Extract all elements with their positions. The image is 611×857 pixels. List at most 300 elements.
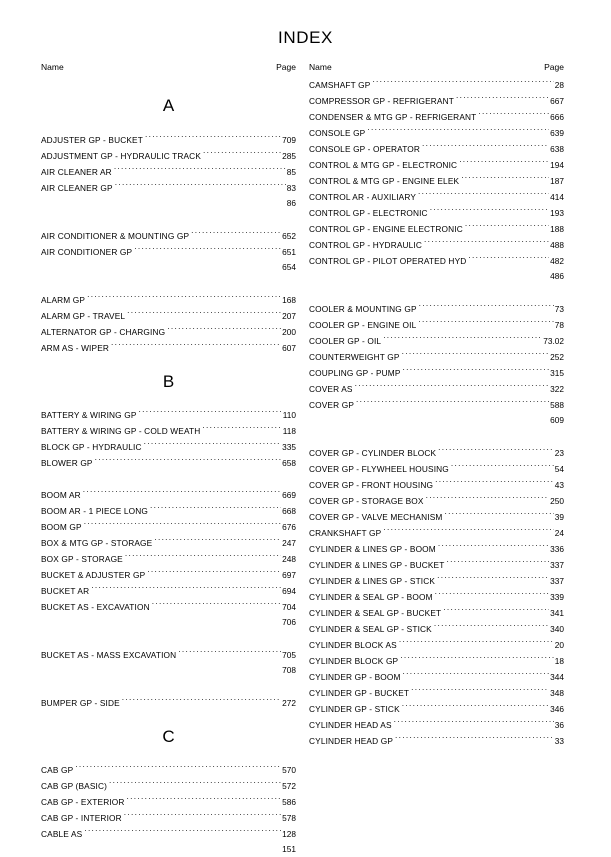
index-entry-name: CONSOLE GP xyxy=(309,128,366,138)
index-entry-page-number: 285 xyxy=(282,151,296,161)
dot-leader xyxy=(435,588,550,600)
index-entry-page-number: 250 xyxy=(550,496,564,506)
dot-leader xyxy=(84,518,281,530)
index-entry[interactable] xyxy=(309,444,564,460)
dot-leader xyxy=(418,188,549,200)
index-entry-page-number: 336 xyxy=(550,544,564,554)
index-entry-name: CYLINDER HEAD AS xyxy=(309,720,392,730)
dot-leader xyxy=(191,227,281,239)
index-entry-page-number: 667 xyxy=(550,96,564,106)
dot-leader xyxy=(144,438,282,450)
index-entry-page-number: 669 xyxy=(282,490,296,500)
index-entry-page-number: 708 xyxy=(282,665,296,675)
index-entry[interactable] xyxy=(41,582,296,598)
index-entry-page-number: 337 xyxy=(550,576,564,586)
index-entry-name: CONTROL GP - PILOT OPERATED HYD xyxy=(309,256,467,266)
index-entry-name: COMPRESSOR GP - REFRIGERANT xyxy=(309,96,454,106)
index-entry[interactable] xyxy=(41,454,296,470)
index-entry-page-number: 118 xyxy=(282,426,296,436)
dot-leader xyxy=(91,582,281,594)
header-page-label: Page xyxy=(276,62,296,72)
index-entry-page-number: 706 xyxy=(282,617,296,627)
header-name-label: Name xyxy=(309,62,332,72)
dot-leader xyxy=(84,825,281,837)
index-entry-page-number: 194 xyxy=(550,160,564,170)
index-entry[interactable] xyxy=(309,588,564,604)
index-entry-name: BOX & MTG GP - STORAGE xyxy=(41,538,153,548)
index-entry-name: CONTROL & MTG GP - ELECTRONIC xyxy=(309,160,458,170)
index-entry[interactable] xyxy=(41,646,296,662)
dot-leader xyxy=(152,598,281,610)
dot-leader xyxy=(114,163,286,175)
entry-spacer xyxy=(309,428,564,444)
index-entry[interactable] xyxy=(41,323,296,339)
dot-leader xyxy=(418,316,553,328)
index-entry-page-number: 709 xyxy=(282,135,296,145)
index-entry-page-number: 43 xyxy=(554,480,564,490)
header-page-label: Page xyxy=(544,62,564,72)
section-letter-heading: C xyxy=(162,727,175,746)
index-entry-page-number: 78 xyxy=(554,320,564,330)
index-entry[interactable] xyxy=(41,422,296,438)
dot-leader xyxy=(400,652,554,664)
index-entry[interactable] xyxy=(309,620,564,636)
index-entry-page-number: 23 xyxy=(554,448,564,458)
index-entry[interactable] xyxy=(41,518,296,534)
index-entry[interactable] xyxy=(41,486,296,502)
dot-leader xyxy=(154,534,281,546)
index-entry[interactable] xyxy=(309,524,564,540)
index-entry[interactable] xyxy=(41,825,296,841)
index-entry-page-number: 344 xyxy=(550,672,564,682)
index-entry-page-number: 488 xyxy=(550,240,564,250)
index-entry-name: CYLINDER GP - STICK xyxy=(309,704,400,714)
index-entry-continuation[interactable] xyxy=(309,268,564,284)
dot-leader xyxy=(203,147,281,159)
index-entry[interactable] xyxy=(41,550,296,566)
index-entry-name: COUPLING GP - PUMP xyxy=(309,368,401,378)
index-entry-page-number: 337 xyxy=(550,560,564,570)
index-entry-continuation[interactable] xyxy=(41,195,296,211)
index-entry-page-number: 607 xyxy=(282,343,296,353)
index-entry-page-number: 482 xyxy=(550,256,564,266)
index-entry-name: BATTERY & WIRING GP - COLD WEATH xyxy=(41,426,201,436)
section-letter-heading: A xyxy=(162,96,175,115)
index-entry-name: AIR CLEANER AR xyxy=(41,167,112,177)
index-entry-name: ARM AS - WIPER xyxy=(41,343,110,353)
entry-spacer xyxy=(41,630,296,646)
index-entry-name: CYLINDER HEAD GP xyxy=(309,736,394,746)
index-entry-name: CYLINDER & SEAL GP - STICK xyxy=(309,624,432,634)
index-entry-page-number: 588 xyxy=(550,400,564,410)
index-entry-page-number: 586 xyxy=(282,797,296,807)
index-entry-page-number: 486 xyxy=(550,271,564,281)
index-entry[interactable] xyxy=(41,534,296,550)
index-entry-continuation[interactable] xyxy=(41,662,296,678)
dot-leader xyxy=(459,156,549,168)
index-entry-page-number: 151 xyxy=(282,844,296,854)
index-entry[interactable] xyxy=(309,364,564,380)
index-entry-page-number: 73.02 xyxy=(543,336,564,346)
index-entry-name: BOOM GP xyxy=(41,522,82,532)
index-entry-name: CYLINDER GP - BUCKET xyxy=(309,688,410,698)
index-entry[interactable] xyxy=(41,291,296,307)
index-entry-name: BUCKET AR xyxy=(41,586,90,596)
dot-leader xyxy=(402,348,550,360)
index-entry[interactable] xyxy=(309,684,564,700)
dot-leader xyxy=(394,716,554,728)
entry-spacer xyxy=(41,678,296,694)
index-entry-page-number: 187 xyxy=(550,176,564,186)
dot-leader xyxy=(178,646,281,658)
index-entry-group xyxy=(41,761,296,857)
index-entry-page-number: 668 xyxy=(282,506,296,516)
index-entry[interactable] xyxy=(309,540,564,556)
dot-leader xyxy=(437,572,549,584)
dot-leader xyxy=(383,524,553,536)
dot-leader xyxy=(434,620,549,632)
index-entry-name: CYLINDER & LINES GP - BUCKET xyxy=(309,560,445,570)
left-sections xyxy=(41,76,296,857)
index-entry[interactable] xyxy=(41,339,296,355)
index-entry[interactable] xyxy=(41,243,296,259)
dot-leader xyxy=(438,540,549,552)
index-entry[interactable] xyxy=(41,777,296,793)
column-header-left xyxy=(41,62,296,76)
index-entry[interactable] xyxy=(309,236,564,252)
index-entry-name: COVER GP xyxy=(309,400,354,410)
index-entry-page-number: 39 xyxy=(554,512,564,522)
dot-leader xyxy=(444,508,553,520)
index-entry-name: BOX GP - STORAGE xyxy=(41,554,123,564)
index-entry[interactable] xyxy=(309,332,564,348)
index-entry-page-number: 252 xyxy=(550,352,564,362)
dot-leader xyxy=(402,700,549,712)
index-entry[interactable] xyxy=(309,700,564,716)
index-entry-name: BUMPER GP - SIDE xyxy=(41,698,120,708)
index-entry[interactable] xyxy=(41,438,296,454)
index-entry-page-number: 28 xyxy=(554,80,564,90)
index-entry-page-number: 697 xyxy=(282,570,296,580)
dot-leader xyxy=(147,566,281,578)
index-entry[interactable] xyxy=(309,252,564,268)
entry-spacer xyxy=(41,275,296,291)
dot-leader xyxy=(75,761,281,773)
index-entry-name: CONTROL GP - ENGINE ELECTRONIC xyxy=(309,224,463,234)
section-letter-heading: B xyxy=(162,372,175,391)
index-entry-continuation[interactable] xyxy=(41,841,296,857)
index-entry-name: BUCKET & ADJUSTER GP xyxy=(41,570,146,580)
dot-leader xyxy=(430,204,549,216)
dot-leader xyxy=(111,339,281,351)
dot-leader xyxy=(134,243,281,255)
index-entry-page-number: 658 xyxy=(282,458,296,468)
index-entry-page-number: 578 xyxy=(282,813,296,823)
index-entry-name: ALTERNATOR GP - CHARGING xyxy=(41,327,166,337)
index-entry[interactable] xyxy=(309,108,564,124)
index-entry-page-number: 572 xyxy=(282,781,296,791)
index-entry-name: CYLINDER & SEAL GP - BUCKET xyxy=(309,608,442,618)
index-entry[interactable] xyxy=(309,732,564,748)
index-entry-page-number: 609 xyxy=(550,415,564,425)
index-entry-name: COOLER & MOUNTING GP xyxy=(309,304,417,314)
dot-leader xyxy=(356,396,549,408)
dot-leader xyxy=(438,444,554,456)
index-entry-page-number: 348 xyxy=(550,688,564,698)
right-sections xyxy=(309,76,564,748)
index-entry-page-number: 20 xyxy=(554,640,564,650)
index-entry-page-number: 322 xyxy=(550,384,564,394)
index-entry-name: BLOCK GP - HYDRAULIC xyxy=(41,442,142,452)
index-entry[interactable] xyxy=(41,761,296,777)
index-entry-name: COVER GP - FLYWHEEL HOUSING xyxy=(309,464,449,474)
index-entry[interactable] xyxy=(309,668,564,684)
index-entry-name: CONTROL AR - AUXILIARY xyxy=(309,192,417,202)
index-entry[interactable] xyxy=(309,76,564,92)
index-entry[interactable] xyxy=(309,716,564,732)
index-entry-page-number: 339 xyxy=(550,592,564,602)
index-entry[interactable] xyxy=(41,793,296,809)
entry-spacer xyxy=(41,211,296,227)
index-entry-name: CAB GP - INTERIOR xyxy=(41,813,122,823)
index-entry-name: CONTROL & MTG GP - ENGINE ELEK xyxy=(309,176,460,186)
index-entry-name: ADJUSTMENT GP - HYDRAULIC TRACK xyxy=(41,151,202,161)
entry-spacer xyxy=(41,470,296,486)
index-entry-page-number: 18 xyxy=(554,656,564,666)
index-entry-continuation[interactable] xyxy=(41,259,296,275)
index-entry-page-number: 335 xyxy=(282,442,296,452)
index-entry-page-number: 654 xyxy=(282,262,296,272)
index-entry[interactable] xyxy=(309,492,564,508)
index-entry-name: AIR CONDITIONER GP xyxy=(41,247,133,257)
dot-leader xyxy=(435,476,554,488)
index-entry-name: ADJUSTER GP - BUCKET xyxy=(41,135,143,145)
index-entry-name: COVER AS xyxy=(309,384,353,394)
index-entry-page-number: 207 xyxy=(282,311,296,321)
index-entry[interactable] xyxy=(309,572,564,588)
dot-leader xyxy=(95,454,282,466)
dot-leader xyxy=(167,323,281,335)
dot-leader xyxy=(395,732,554,744)
index-entry-page-number: 200 xyxy=(282,327,296,337)
index-entry-page-number: 128 xyxy=(282,829,296,839)
index-entry-name: BUCKET AS - EXCAVATION xyxy=(41,602,150,612)
index-entry-page-number: 248 xyxy=(282,554,296,564)
index-entry-name: CYLINDER BLOCK GP xyxy=(309,656,399,666)
index-entry[interactable] xyxy=(41,307,296,323)
index-entry[interactable] xyxy=(41,694,296,710)
index-entry-continuation[interactable] xyxy=(309,412,564,428)
index-entry-name: CONDENSER & MTG GP - REFRIGERANT xyxy=(309,112,477,122)
index-entry[interactable] xyxy=(309,188,564,204)
dot-leader xyxy=(456,92,549,104)
index-entry[interactable] xyxy=(309,460,564,476)
index-entry[interactable] xyxy=(309,636,564,652)
index-entry-name: CONTROL GP - HYDRAULIC xyxy=(309,240,423,250)
index-entry-page-number: 570 xyxy=(282,765,296,775)
index-entry-page-number: 247 xyxy=(282,538,296,548)
index-entry-name: COVER GP - STORAGE BOX xyxy=(309,496,424,506)
dot-leader xyxy=(127,793,282,805)
index-entry[interactable] xyxy=(309,140,564,156)
dot-leader xyxy=(403,668,550,680)
index-entry-page-number: 346 xyxy=(550,704,564,714)
index-entry-page-number: 676 xyxy=(282,522,296,532)
index-entry-page-number: 666 xyxy=(550,112,564,122)
index-entry[interactable] xyxy=(309,380,564,396)
index-entry-name: COVER GP - VALVE MECHANISM xyxy=(309,512,443,522)
header-name-label: Name xyxy=(41,62,64,72)
index-entry-name: AIR CLEANER GP xyxy=(41,183,113,193)
index-entry[interactable] xyxy=(309,92,564,108)
dot-leader xyxy=(125,550,281,562)
index-entry-continuation[interactable] xyxy=(41,614,296,630)
index-entry-page-number: 651 xyxy=(282,247,296,257)
dot-leader xyxy=(127,307,281,319)
index-entry-name: ALARM GP - TRAVEL xyxy=(41,311,126,321)
index-entry-name: BLOWER GP xyxy=(41,458,93,468)
index-entry[interactable] xyxy=(309,316,564,332)
index-entry[interactable] xyxy=(309,476,564,492)
index-entry[interactable] xyxy=(41,406,296,422)
index-entry-name: CAB GP - EXTERIOR xyxy=(41,797,125,807)
column-header-right xyxy=(309,62,564,76)
index-entry-page-number: 54 xyxy=(554,464,564,474)
index-entry-page-number: 705 xyxy=(282,650,296,660)
index-entry-page-number: 272 xyxy=(282,698,296,708)
index-entry[interactable] xyxy=(41,227,296,243)
index-entry-page-number: 33 xyxy=(554,736,564,746)
index-entry[interactable] xyxy=(309,220,564,236)
dot-leader xyxy=(145,131,281,143)
dot-leader xyxy=(461,172,549,184)
index-entry[interactable] xyxy=(41,598,296,614)
index-entry[interactable] xyxy=(309,508,564,524)
index-entry-name: CYLINDER GP - BOOM xyxy=(309,672,401,682)
index-entry[interactable] xyxy=(41,147,296,163)
index-entry-name: BUCKET AS - MASS EXCAVATION xyxy=(41,650,177,660)
index-entry[interactable] xyxy=(309,172,564,188)
index-entry-name: CYLINDER BLOCK AS xyxy=(309,640,397,650)
index-entry-page-number: 341 xyxy=(550,608,564,618)
index-entry[interactable] xyxy=(309,300,564,316)
dot-leader xyxy=(451,460,554,472)
dot-leader xyxy=(468,252,549,264)
index-column-right xyxy=(309,62,564,857)
index-entry-name: AIR CONDITIONER & MOUNTING GP xyxy=(41,231,190,241)
index-entry[interactable] xyxy=(309,348,564,364)
dot-leader xyxy=(367,124,549,136)
dot-leader xyxy=(115,179,286,191)
dot-leader xyxy=(372,76,553,88)
dot-leader xyxy=(478,108,549,120)
dot-leader xyxy=(139,406,282,418)
dot-leader xyxy=(202,422,281,434)
dot-leader xyxy=(465,220,549,232)
index-entry-page-number: 110 xyxy=(282,410,296,420)
index-entry[interactable] xyxy=(41,566,296,582)
index-entry-name: COUNTERWEIGHT GP xyxy=(309,352,400,362)
index-entry[interactable] xyxy=(309,604,564,620)
index-entry-name: CYLINDER & SEAL GP - BOOM xyxy=(309,592,433,602)
index-entry-page-number: 85 xyxy=(286,167,296,177)
dot-leader xyxy=(83,486,281,498)
dot-leader xyxy=(355,380,550,392)
index-entry-page-number: 73 xyxy=(554,304,564,314)
dot-leader xyxy=(426,492,550,504)
index-entry-group xyxy=(309,76,564,748)
index-entry[interactable] xyxy=(309,652,564,668)
index-entry-group xyxy=(41,131,296,355)
index-entry-page-number: 188 xyxy=(550,224,564,234)
index-entry-page-number: 704 xyxy=(282,602,296,612)
index-entry-page-number: 86 xyxy=(286,198,296,208)
dot-leader xyxy=(424,236,549,248)
index-entry-page-number: 24 xyxy=(554,528,564,538)
index-entry-name: COVER GP - FRONT HOUSING xyxy=(309,480,434,490)
index-entry[interactable] xyxy=(309,124,564,140)
index-entry-page-number: 193 xyxy=(550,208,564,218)
index-entry[interactable] xyxy=(41,179,296,195)
index-entry-page-number: 694 xyxy=(282,586,296,596)
dot-leader xyxy=(422,140,549,152)
dot-leader xyxy=(399,636,554,648)
index-entry[interactable] xyxy=(309,156,564,172)
index-entry-page-number: 168 xyxy=(282,295,296,305)
index-columns xyxy=(0,62,611,857)
page-title: INDEX xyxy=(278,28,333,47)
index-entry-page-number: 638 xyxy=(550,144,564,154)
index-entry-name: CABLE AS xyxy=(41,829,83,839)
index-entry-name: CYLINDER & LINES GP - STICK xyxy=(309,576,436,586)
index-entry-name: COOLER GP - OIL xyxy=(309,336,382,346)
dot-leader xyxy=(109,777,281,789)
dot-leader xyxy=(411,684,549,696)
index-entry-name: CONSOLE GP - OPERATOR xyxy=(309,144,421,154)
index-entry-name: CAB GP xyxy=(41,765,74,775)
index-column-left xyxy=(41,62,296,857)
index-entry-name: CYLINDER & LINES GP - BOOM xyxy=(309,544,436,554)
index-entry-page-number: 315 xyxy=(550,368,564,378)
dot-leader xyxy=(419,300,554,312)
dot-leader xyxy=(403,364,550,376)
index-entry[interactable] xyxy=(41,809,296,825)
index-entry-page-number: 83 xyxy=(286,183,296,193)
entry-spacer xyxy=(309,284,564,300)
index-entry[interactable] xyxy=(309,396,564,412)
index-entry[interactable] xyxy=(41,131,296,147)
index-entry[interactable] xyxy=(41,502,296,518)
index-entry[interactable] xyxy=(309,556,564,572)
index-entry-page-number: 414 xyxy=(550,192,564,202)
dot-leader xyxy=(150,502,281,514)
index-entry-name: COOLER GP - ENGINE OIL xyxy=(309,320,417,330)
index-entry-name: CAMSHAFT GP xyxy=(309,80,371,90)
index-entry-name: COVER GP - CYLINDER BLOCK xyxy=(309,448,437,458)
index-entry-name: BOOM AR xyxy=(41,490,81,500)
index-entry-name: BATTERY & WIRING GP xyxy=(41,410,137,420)
index-entry-name: CAB GP (BASIC) xyxy=(41,781,108,791)
dot-leader xyxy=(122,694,281,706)
index-entry-page-number: 639 xyxy=(550,128,564,138)
dot-leader xyxy=(124,809,281,821)
index-entry[interactable] xyxy=(41,163,296,179)
dot-leader xyxy=(443,604,549,616)
index-entry-page-number: 652 xyxy=(282,231,296,241)
index-entry-page-number: 340 xyxy=(550,624,564,634)
index-entry[interactable] xyxy=(309,204,564,220)
index-entry-group xyxy=(41,406,296,710)
